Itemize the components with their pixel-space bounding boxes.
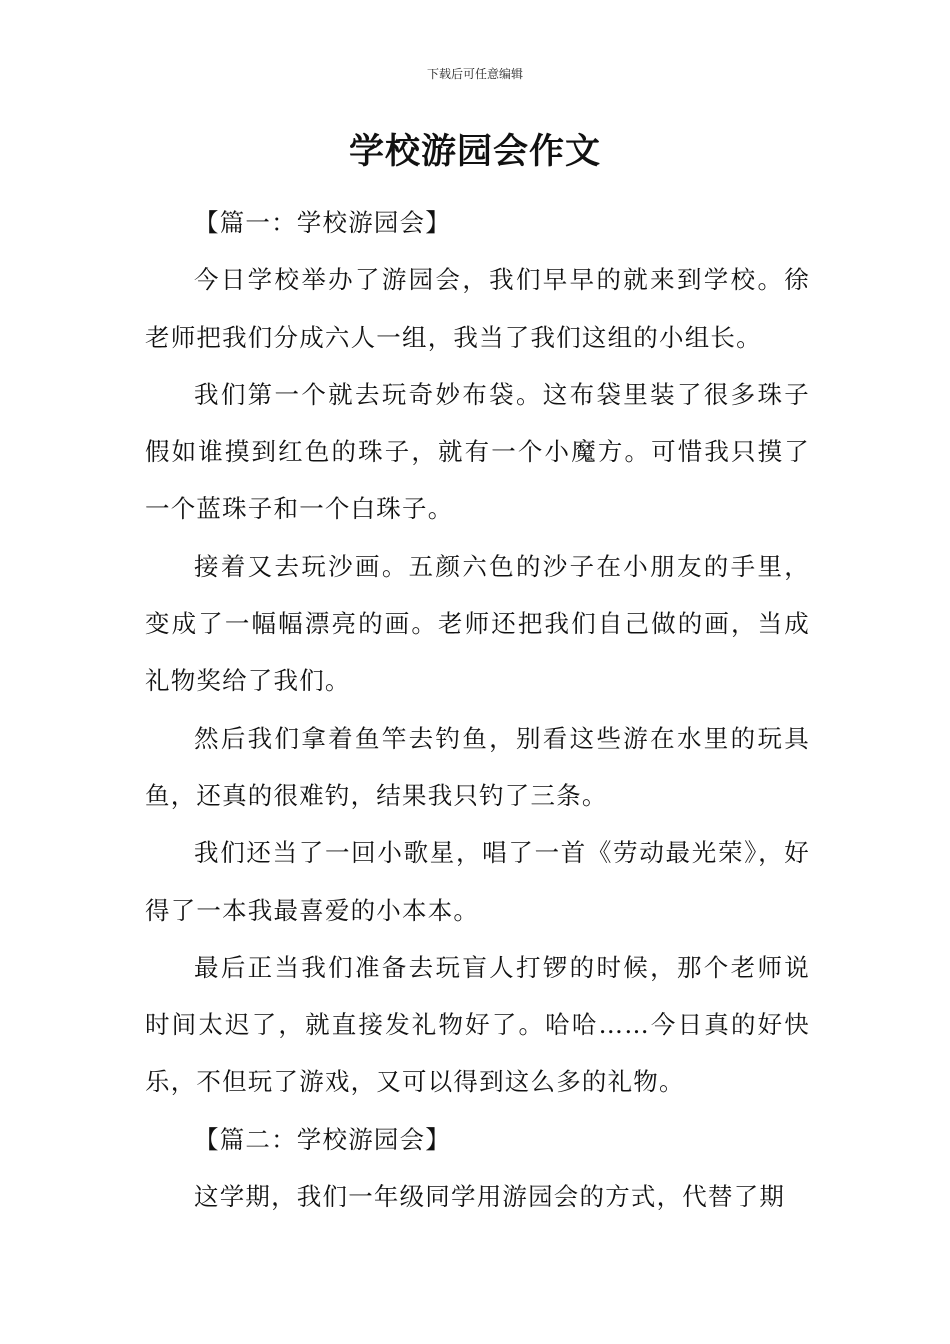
section-heading-2: 【篇二：学校游园会】 bbox=[194, 1124, 451, 1154]
paragraph: 今日学校举办了游园会，我们早早的就来到学校。徐老师把我们分成六人一组，我当了我们这组的小组长。 bbox=[145, 265, 810, 352]
paragraph: 最后正当我们准备去玩盲人打锣的时候，那个老师说时间太迟了，就直接发礼物好了。哈哈……今日真的好快乐，不但玩了游戏，又可以得到这么多的礼物。 bbox=[145, 952, 810, 1097]
document-title: 学校游园会作文 bbox=[348, 132, 601, 172]
paragraph: 接着又去玩沙画。五颜六色的沙子在小朋友的手里，变成了一幅幅漂亮的画。老师还把我们自己做的画，当成礼物奖给了我们。 bbox=[145, 551, 810, 696]
paragraph: 我们第一个就去玩奇妙布袋。这布袋里装了很多珠子假如谁摸到红色的珠子，就有一个小魔方。可惜我只摸了一个蓝珠子和一个白珠子。 bbox=[145, 379, 810, 524]
document-body bbox=[145, 194, 810, 1225]
section-heading-1: 【篇一：学校游园会】 bbox=[194, 208, 451, 237]
paragraph: 这学期，我们一年级同学用游园会的方式，代替了期 bbox=[194, 1182, 786, 1212]
paragraph: 我们还当了一回小歌星，唱了一首《劳动最光荣》，好得了一本我最喜爱的小本本。 bbox=[145, 838, 810, 925]
header-note: 下载后可任意编辑 bbox=[426, 67, 523, 81]
paragraph: 然后我们拿着鱼竿去钓鱼，别看这些游在水里的玩具鱼，还真的很难钓，结果我只钓了三条。 bbox=[145, 723, 810, 810]
